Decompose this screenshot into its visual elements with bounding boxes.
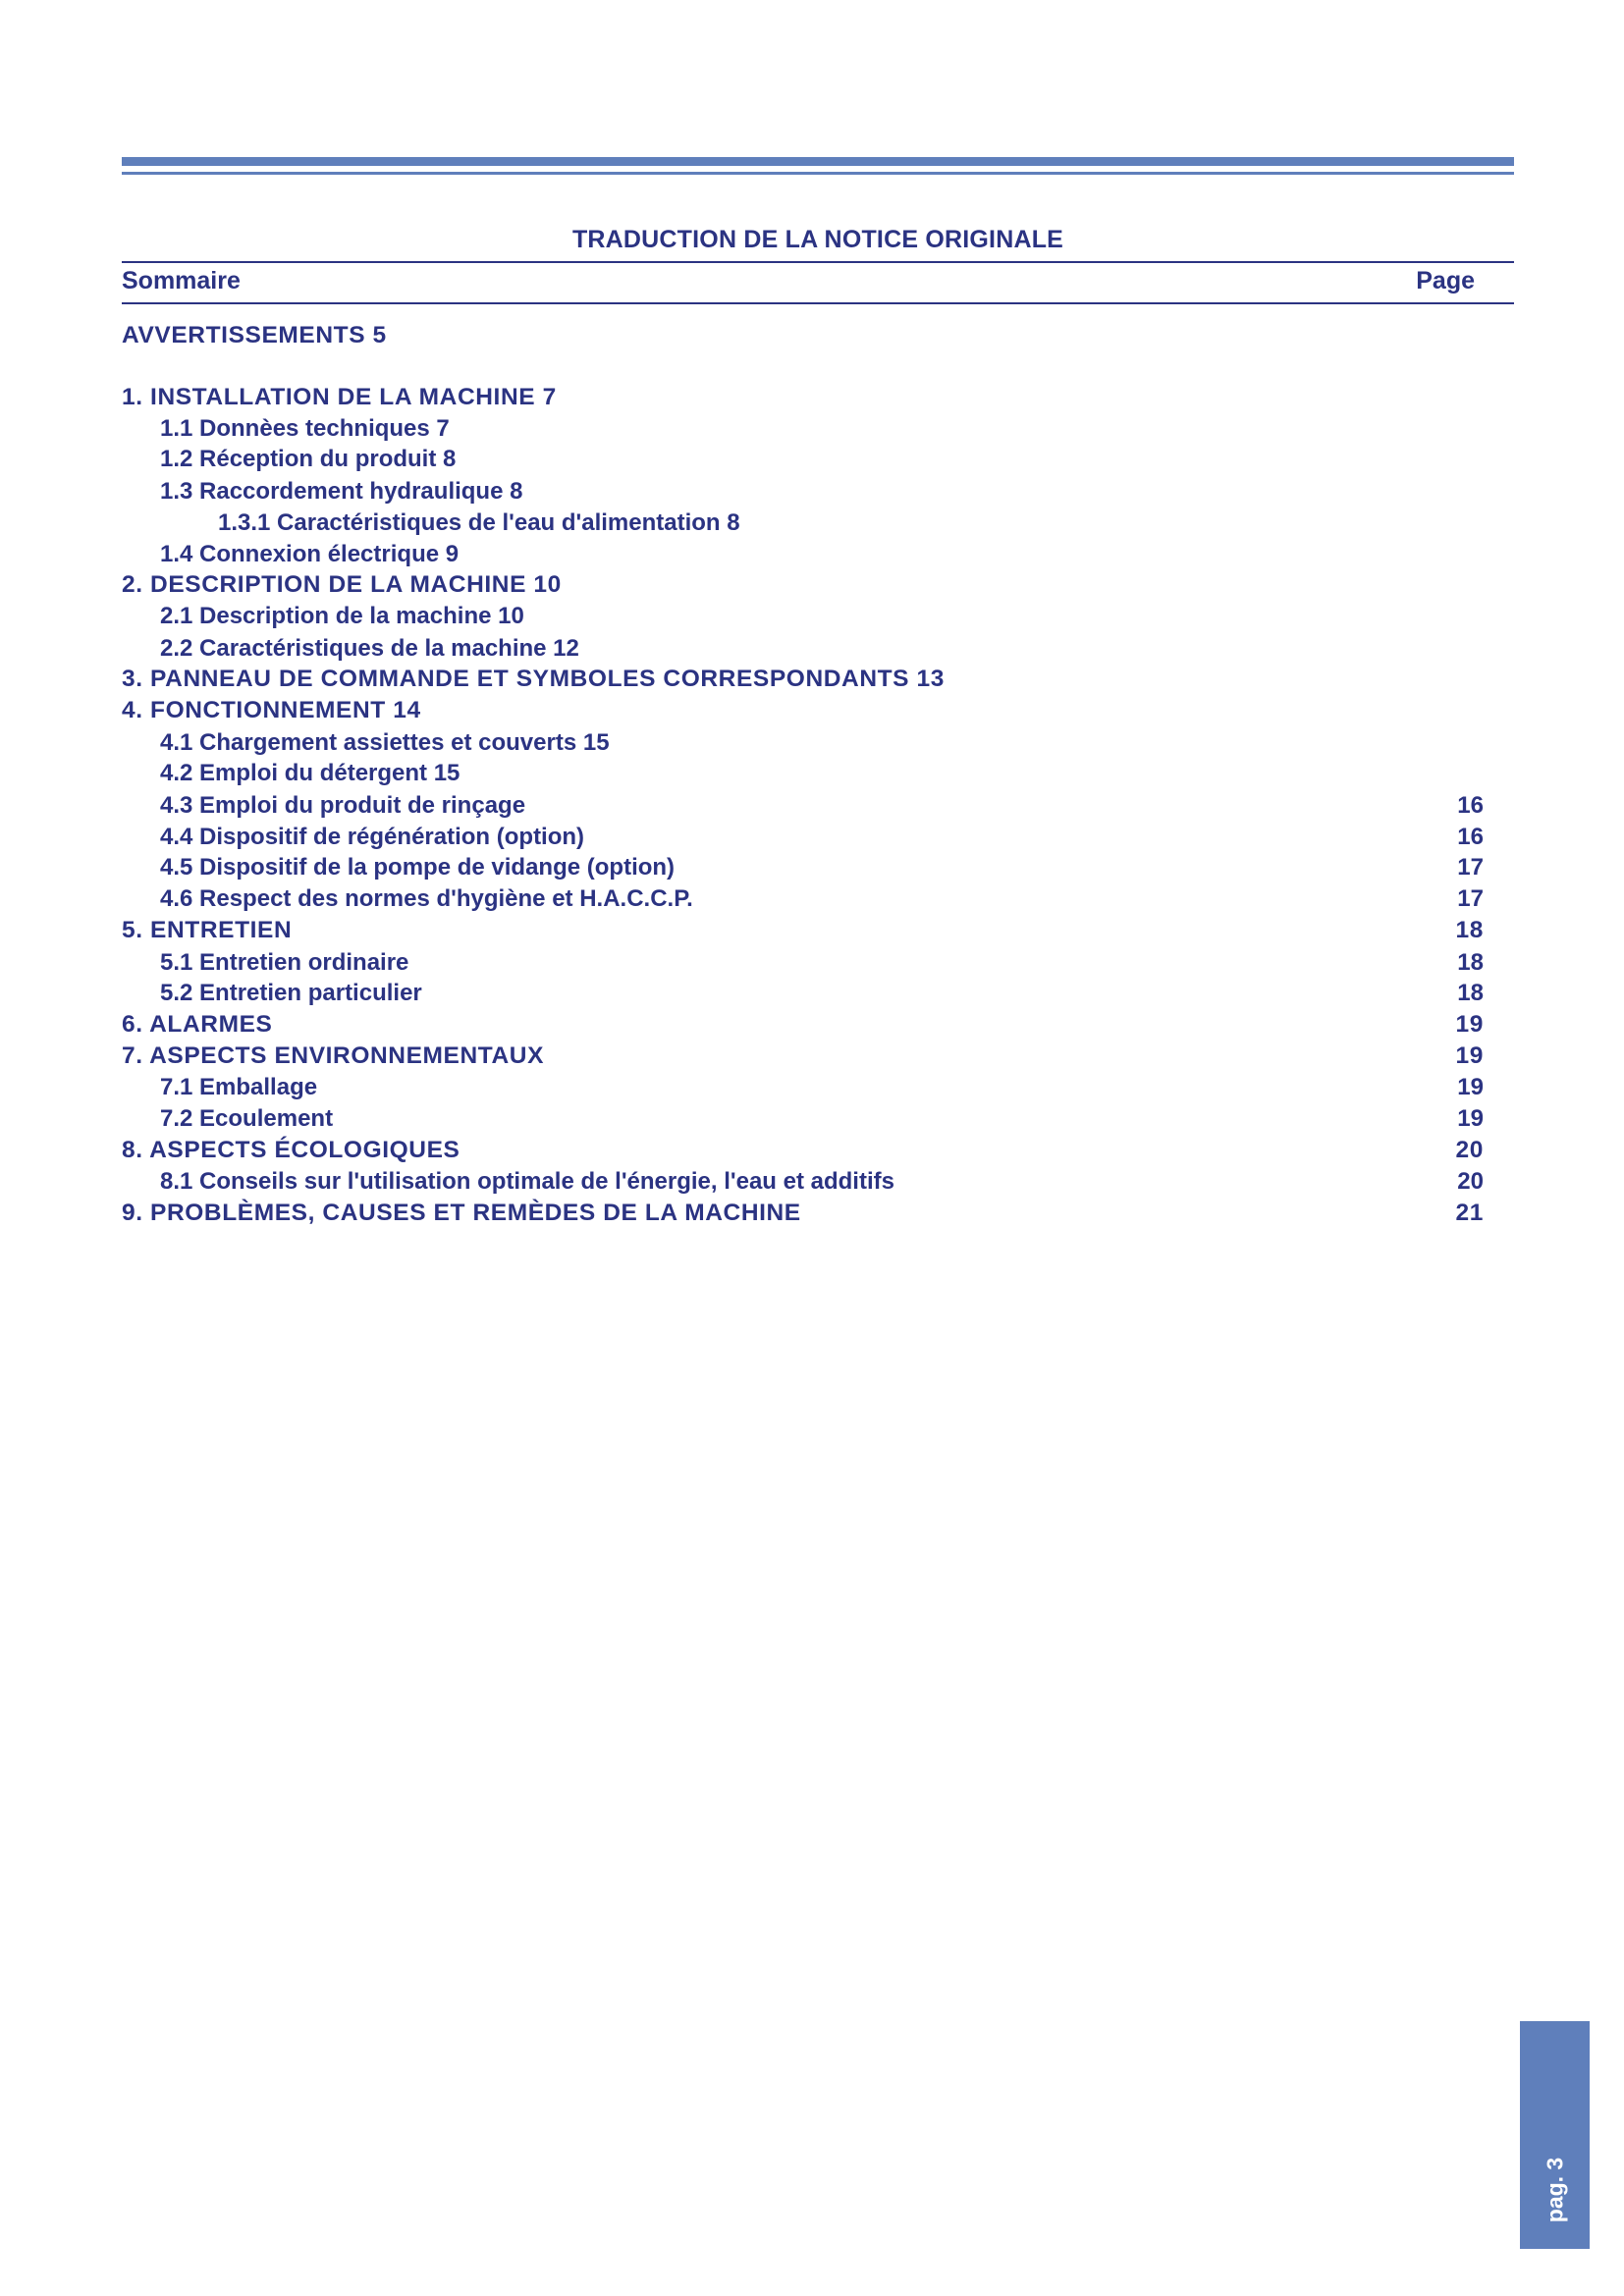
toc-entry[interactable] [160,823,1484,852]
toc-entry-text: 7.2 Ecoulement [160,1105,334,1132]
toc-entry-text: 4.4 Dispositif de régénération (option) [160,824,585,850]
toc-entry[interactable] [122,665,945,694]
toc-entry[interactable] [160,540,459,569]
toc-entry-text: 9. PROBLÈMES, CAUSES ET REMÈDES DE LA MACHINE [122,1200,801,1226]
toc-entry[interactable] [160,728,610,758]
page-number-tab [1520,2021,1590,2249]
toc-entry-page: 17 [1457,854,1484,881]
toc-entry-text: 2.1 Description de la machine 10 [160,603,524,629]
title-divider [122,261,1514,263]
toc-entry-text: 1. INSTALLATION DE LA MACHINE 7 [122,384,557,410]
toc-entry-page: 19 [1457,1105,1484,1132]
toc-entry-page: 18 [1457,949,1484,976]
toc-entry-text: 1.2 Réception du produit 8 [160,446,457,472]
toc-entry[interactable] [122,1010,1484,1040]
toc-entry[interactable] [160,791,1484,821]
toc-entry-text: 4.1 Chargement assiettes et couverts 15 [160,729,610,756]
page-number-label: pag. 3 [1542,2157,1567,2223]
document-title: TRADUCTION DE LA NOTICE ORIGINALE [571,226,1064,253]
toc-entry[interactable] [218,508,740,538]
toc-entry-text: 4.2 Emploi du détergent 15 [160,760,460,786]
toc-entry-page: 21 [1455,1200,1484,1226]
toc-entry[interactable] [160,853,1484,882]
toc-entry[interactable] [122,570,562,600]
toc-entry-text: 7. ASPECTS ENVIRONNEMENTAUX [122,1042,545,1069]
toc-entry-page: 19 [1455,1042,1484,1069]
toc-entry-text: 1.3 Raccordement hydraulique 8 [160,478,523,505]
toc-header-summary: Sommaire [122,267,241,294]
toc-header-page: Page [1416,267,1475,294]
toc-entry-page: 16 [1457,792,1484,819]
toc-entry[interactable] [160,1104,1484,1134]
toc-entry[interactable] [160,948,1484,978]
toc-entry[interactable] [122,383,557,412]
toc-entry-text: 4.5 Dispositif de la pompe de vidange (option) [160,854,676,881]
toc-entry-text: 4.3 Emploi du produit de rinçage [160,792,526,819]
toc-entry[interactable] [122,696,421,725]
toc-entry-text: 1.3.1 Caractéristiques de l'eau d'alimentation 8 [218,509,740,536]
toc-entry[interactable] [122,1041,1484,1071]
toc-entry[interactable] [122,1199,1484,1228]
toc-entry[interactable] [160,602,524,631]
toc-entry-page: 18 [1455,917,1484,943]
toc-entry-page: 16 [1457,824,1484,850]
toc-entry[interactable] [160,1167,1484,1197]
top-decorative-bar [122,157,1514,166]
toc-entry-text: 7.1 Emballage [160,1074,318,1100]
toc-entry-text: 2.2 Caractéristiques de la machine 12 [160,635,579,662]
toc-entry[interactable] [160,445,456,474]
toc-entry-text: 5.2 Entretien particulier [160,980,422,1006]
toc-entry-page: 20 [1455,1137,1484,1163]
toc-entry-text: 5. ENTRETIEN [122,917,293,943]
toc-entry-text: 4. FONCTIONNEMENT 14 [122,697,421,723]
toc-entry[interactable] [160,759,460,788]
toc-entry[interactable] [160,414,450,444]
toc-entry[interactable] [122,321,387,350]
toc-entry-text: 8.1 Conseils sur l'utilisation optimale de l'énergie, l'eau et additifs [160,1168,894,1195]
toc-entry[interactable] [160,884,1484,914]
toc-entry[interactable] [160,634,579,664]
toc-entry[interactable] [160,477,522,507]
toc-entry[interactable] [160,979,1484,1008]
toc-entry-text: 1.4 Connexion électrique 9 [160,541,460,567]
toc-entry-page: 20 [1457,1168,1484,1195]
toc-entry-text: 2. DESCRIPTION DE LA MACHINE 10 [122,571,562,598]
toc-entry-page: 18 [1457,980,1484,1006]
toc-entry-text: 4.6 Respect des normes d'hygiène et H.A.C.C.P. [160,885,693,912]
toc-entry[interactable] [122,1136,1484,1165]
toc-entry-text: 5.1 Entretien ordinaire [160,949,409,976]
toc-entry-text: 6. ALARMES [122,1011,273,1038]
toc-entry[interactable] [122,916,1484,945]
toc-entry-text: 1.1 Donnèes techniques 7 [160,415,450,442]
toc-entry-page: 19 [1455,1011,1484,1038]
toc-entry-text: 8. ASPECTS ÉCOLOGIQUES [122,1137,460,1163]
toc-entry-page: 19 [1457,1074,1484,1100]
header-divider [122,302,1514,304]
toc-entry-page: 17 [1457,885,1484,912]
toc-entry-text: 3. PANNEAU DE COMMANDE ET SYMBOLES CORRESPONDANTS 13 [122,666,945,692]
toc-entry[interactable] [160,1073,1484,1102]
toc-entry-text: AVVERTISSEMENTS 5 [122,322,387,348]
top-decorative-line [122,172,1514,175]
